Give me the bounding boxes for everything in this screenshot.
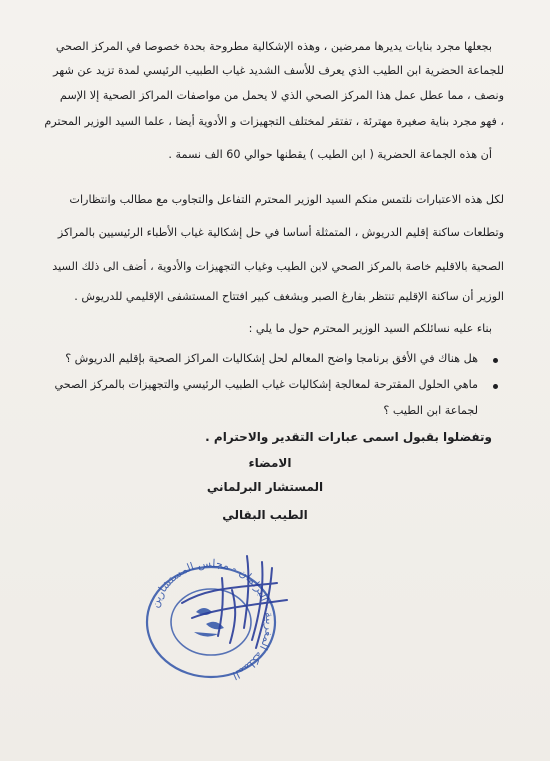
- question-2-line-2: لجماعة ابن الطيب ؟: [383, 404, 478, 417]
- question-intro: بناء عليه نسائلكم السيد الوزير المحترم حول ما يلي :: [248, 322, 492, 335]
- closing-line: وتفضلوا بقبول اسمى عبارات التقدير والاحترام .: [205, 430, 492, 444]
- paragraph-1-line-3: ونصف ، مما عطل عمل هذا المركز الصحي الذي لا يحمل من مواصفات المراكز الصحية إلا الإسم: [59, 89, 504, 102]
- stamp-text: المملكة المغربية - البرلمان - مجلس المستشارين: [148, 556, 277, 682]
- parliamentarian-title: المستشار البرلماني: [206, 480, 324, 494]
- signature-label: الامضاء: [248, 456, 292, 470]
- bullet-2: [493, 384, 498, 389]
- paragraph-2-line-2: وتطلعات ساكنة إقليم الدريوش ، المتمثلة أساسا في حل إشكالية غياب الأطباء الرئيسيين بالمراكز: [57, 226, 504, 239]
- question-1: هل هناك في الأفق برنامجا واضح المعالم لحل إشكاليات المراكز الصحية بإقليم الدريوش ؟: [65, 352, 478, 365]
- paragraph-1-line-2: للجماعة الحضرية ابن الطيب الذي يعرف للأسف الشديد غياب الطبيب الرئيسي لمدة تزيد عن شهر: [53, 64, 504, 77]
- paragraph-2-line-4: الوزير أن ساكنة الإقليم تنتظر بفارغ الصبر وبشغف كبير افتتاح المستشفى الإقليمي للدريوش .: [74, 290, 504, 303]
- paragraph-1-line-1: بجعلها مجرد بنايات يديرها ممرضين ، وهذه الإشكالية مطروحة بحدة خصوصا في المركز الصحي: [55, 40, 492, 53]
- paragraph-1-line-4: ، فهو مجرد بناية صغيرة مهترئة ، تفتقر لمختلف التجهيزات و الأدوية أيضا ، علما السيد الوزير المحترم: [44, 115, 504, 128]
- signatory-name: الطيب البقالي: [222, 508, 308, 522]
- question-2-line-1: ماهي الحلول المقترحة لمعالجة إشكاليات غياب الطبيب الرئيسي والتجهيزات بالمركز الصحي: [54, 378, 478, 391]
- paragraph-2-line-1: لكل هذه الاعتبارات نلتمس منكم السيد الوزير المحترم التفاعل والتجاوب مع مطالب وانتظارات: [69, 193, 504, 206]
- paragraph-1-line-5: أن هذه الجماعة الحضرية ( ابن الطيب ) يقطنها حوالي 60 الف نسمة .: [168, 148, 492, 161]
- handwritten-signature: [152, 548, 302, 658]
- bullet-1: [493, 358, 498, 363]
- paragraph-2-line-3: الصحية بالاقليم خاصة بالمركز الصحي لابن الطيب وغياب التجهيزات والأدوية ، أضف الى ذلك السيد: [52, 260, 504, 273]
